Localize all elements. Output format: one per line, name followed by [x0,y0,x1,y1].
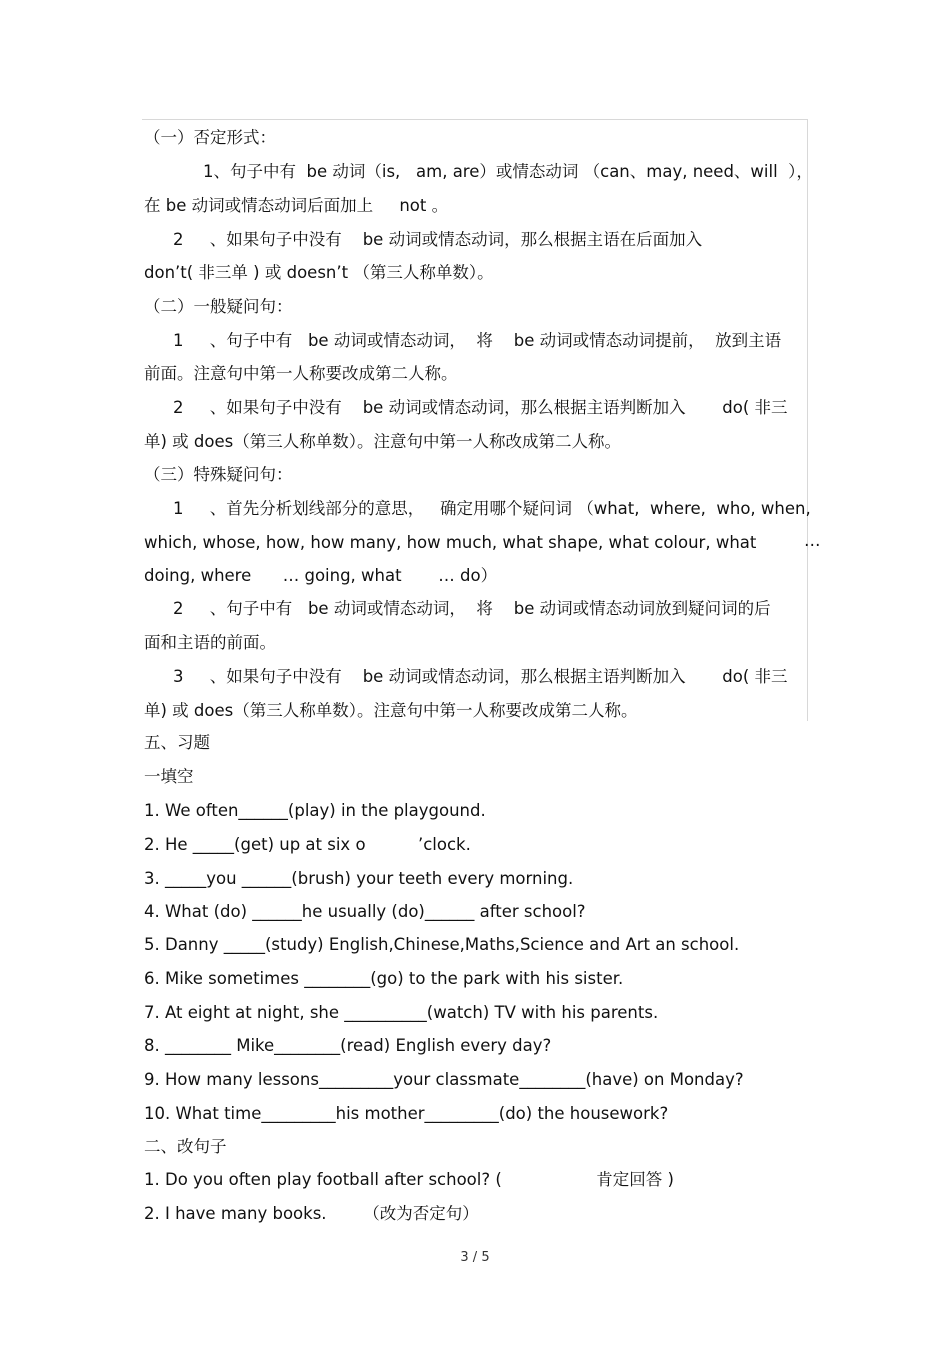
exercises-heading: 五、习题 [144,733,210,752]
special-question-rule-2: 2 、句子中有 be 动词或情态动词， 将 be 动词或情态动词放到疑问词的后 [173,599,771,618]
special-question-rule-2-cont: 面和主语的前面。 [144,633,276,652]
rewrite-heading: 二、改句子 [144,1137,227,1156]
special-question-ellipsis: … [804,531,821,550]
fill-blank-item: 8. ________ Mike________(read) English every day? [144,1036,552,1055]
rewrite-item: 2. I have many books. （改为否定句） [144,1204,479,1223]
fill-blank-item: 9. How many lessons_________your classmate________(have) on Monday? [144,1070,744,1089]
general-question-heading: （二）一般疑问句： [144,297,293,316]
negative-rule-1: 1、句子中有 be 动词（is, am, are）或情态动词 （can、may, need、will ）， [203,162,813,181]
fill-blank-heading: 一填空 [144,767,194,786]
fill-blank-item: 5. Danny _____(study) English,Chinese,Maths,Science and Art an school. [144,935,740,954]
fill-blank-item: 4. What (do) ______he usually (do)______ after school? [144,902,586,921]
rewrite-item: 1. Do you often play football after school? ( 肯定回答 ) [144,1170,674,1189]
fill-blank-item: 10. What time_________his mother_________(do) the housework? [144,1104,669,1123]
negative-rule-2-cont: don’t( 非三单 ) 或 doesn’t （第三人称单数）。 [144,263,494,282]
general-question-rule-1-cont: 前面。注意句中第一人称要改成第二人称。 [144,364,458,383]
page-number: 3 / 5 [460,1250,490,1265]
fill-blank-item: 2. He _____(get) up at six o ’clock. [144,835,471,854]
negative-rule-1-cont: 在 be 动词或情态动词后面加上 not 。 [144,196,449,215]
fill-blank-item: 1. We often______(play) in the playgound. [144,801,486,820]
fill-blank-item: 3. _____you ______(brush) your teeth every morning. [144,869,574,888]
general-question-rule-2-cont: 单) 或 does（第三人称单数）。注意句中第一人称改成第二人称。 [144,432,621,451]
special-question-rule-1-cont2: doing, where … going, what … do） [144,566,498,585]
special-question-rule-1-cont: which, whose, how, how many, how much, what shape, what colour, what [144,533,757,552]
special-question-heading: （三）特殊疑问句： [144,465,293,484]
special-question-rule-3: 3 、如果句子中没有 be 动词或情态动词，那么根据主语判断加入 do( 非三 [173,667,788,686]
general-question-rule-2: 2 、如果句子中没有 be 动词或情态动词，那么根据主语判断加入 do( 非三 [173,398,788,417]
fill-blank-item: 6. Mike sometimes ________(go) to the park with his sister. [144,969,624,988]
negative-form-heading: （一）否定形式： [144,128,276,147]
negative-rule-2: 2 、如果句子中没有 be 动词或情态动词，那么根据主语在后面加入 [173,230,703,249]
special-question-rule-3-cont: 单) 或 does（第三人称单数）。注意句中第一人称要改成第二人称。 [144,701,638,720]
special-question-rule-1: 1 、首先分析划线部分的意思， 确定用哪个疑问词 （what, where, who, when, [173,499,811,518]
general-question-rule-1: 1 、句子中有 be 动词或情态动词， 将 be 动词或情态动词提前， 放到主语 [173,331,782,350]
fill-blank-item: 7. At eight at night, she __________(watch) TV with his parents. [144,1003,659,1022]
